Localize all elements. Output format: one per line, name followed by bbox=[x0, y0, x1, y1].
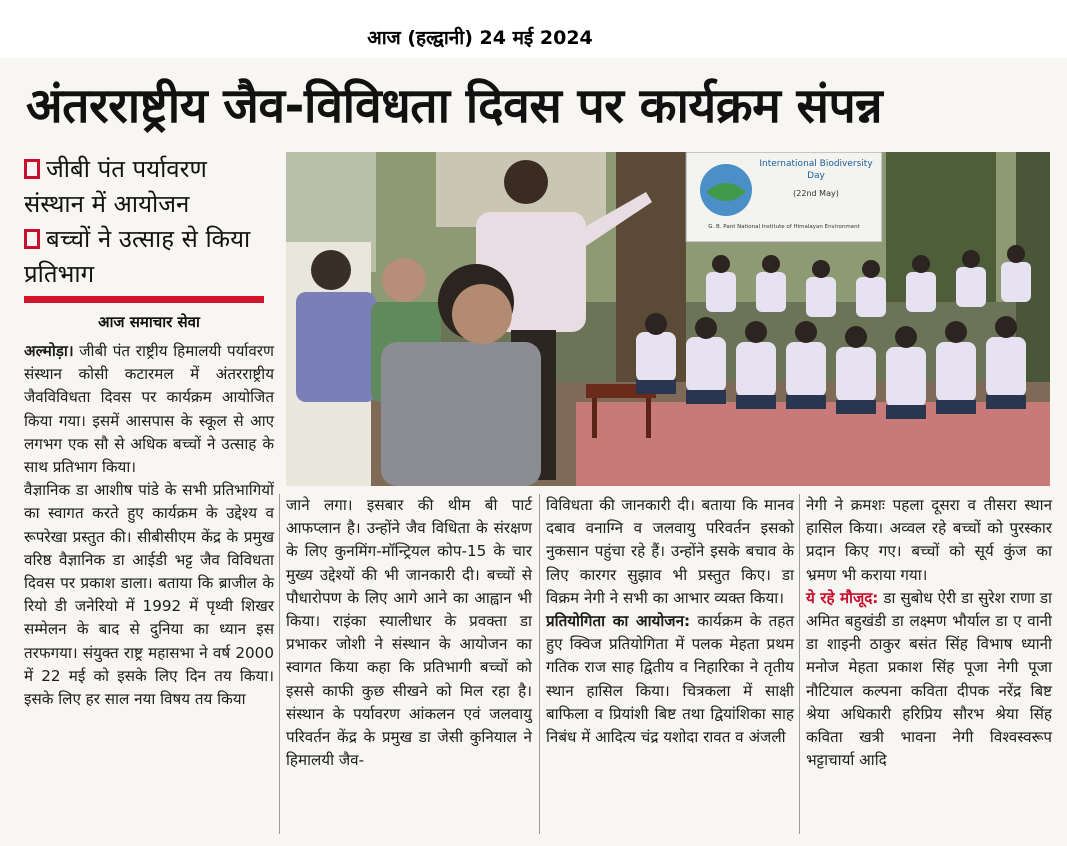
article-paragraph: नेगी ने क्रमशः पहला दूसरा व तीसरा स्थान हासिल किया। अव्वल रहे बच्चों को पुरस्कार प्रदान किए गए। बच्चों को सूर्य कुंज का भ्रमण भी कराया गया। bbox=[806, 496, 1052, 584]
article-column-1 bbox=[24, 340, 274, 711]
column-divider bbox=[279, 494, 280, 834]
source-dateline: आज (हल्द्वानी) 24 मई 2024 bbox=[367, 27, 593, 49]
dateline-place: अल्मोड़ा। bbox=[24, 342, 74, 360]
banner-title-line1: International Biodiversity bbox=[759, 159, 873, 169]
article-column-2 bbox=[286, 494, 532, 772]
event-photo bbox=[286, 152, 1050, 486]
highlight-item bbox=[24, 222, 274, 292]
highlight-item bbox=[24, 152, 274, 222]
banner-date: (22nd May) bbox=[793, 189, 839, 198]
article-paragraph: जाने लगा। इसबार की थीम बी पार्ट आफप्लान है। उन्होंने जैव विधिता के संरक्षण के लिए कुनमिंग-मॉन्ट्रियल कोप-15 के चार मुख्य उद्देश्यों की भी जानकारी दी। बच्चों से पौधारोपण के लिए आगे आने का आह्वान भी किया। राइंका स्यालीधार के प्रवक्ता डा प्रभाकर जोशी ने संस्थान के आयोजन का स्वागत किया कहा कि प्रतिभागी बच्चों को इससे काफी कुछ सीखने को मिल रहा है। संस्थान के पर्यावरण आंकलन एवं जलवायु परिवर्तन केंद्र के प्रमुख डा जेसी कुनियाल ने हिमालयी जैव- bbox=[286, 496, 532, 770]
column-divider bbox=[799, 494, 800, 834]
subhead-attendees: ये रहे मौजूद: bbox=[806, 588, 879, 607]
subhead-competition: प्रतियोगिता का आयोजन: bbox=[546, 612, 691, 631]
banner-title-line2: Day bbox=[807, 171, 825, 181]
bullet-box-icon bbox=[24, 229, 40, 249]
banner-institute: G. B. Pant National Institute of Himalayan Environment bbox=[708, 224, 860, 230]
article-paragraph bbox=[806, 587, 1052, 773]
bullet-box-icon bbox=[24, 159, 40, 179]
paragraph-text: जीबी पंत राष्ट्रीय हिमालयी पर्यावरण संस्थान कोसी कटारमल में अंतरराष्ट्रीय जैवविविधता दिवस पर कार्यक्रम आयोजित किया गया। इसमें आसपास के स्कूल से आए लगभग एक सौ से अधिक बच्चों ने उत्साह के साथ प्रतिभाग किया। bbox=[24, 342, 274, 477]
column-divider bbox=[539, 494, 540, 834]
paragraph-text: डा सुबोध ऐरी डा सुरेश राणा डा अमित बहुखंडी डा लक्ष्मण भौर्याल डा ए वानी डा शाइनी ठाकुर बसंत सिंह विभाष ध्यानी मनोज मेहता प्रकाश सिंह पूजा नेगी पूजा नौटियाल कल्पना कविता दीपक नरेंद्र बिष्ट श्रेया अधिकारी हरिप्रिय सौरभ श्रेया सिंह कविता खत्री भावना नेगी विश्वस्वरूप भट्टाचार्या आदि bbox=[806, 588, 1052, 770]
article-paragraph: वैज्ञानिक डा आशीष पांडे के सभी प्रतिभागियों का स्वागत करते हुए कार्यक्रम के उद्देश्य व रूपरेखा प्रस्तुत की। सीबीसीएम केंद्र के प्रमुख वरिष्ठ वैज्ञानिक डा आईडी भट्ट जैव विविधता दिवस पर प्रकाश डाला। बताया कि ब्राजील के रियो डी जनेरियो में 1992 में पृथ्वी शिखर सम्मेलन के बाद से दुनिया का ध्यान इस तरफगया। संयुक्त राष्ट्र महासभा ने वर्ष 2000 में 22 मई को इसके लिए दिन तय किया। इसके लिए हर साल नया विषय तय किया bbox=[24, 481, 274, 709]
paragraph-text: कार्यक्रम के तहत हुए क्विज प्रतियोगिता में पलक मेहता प्रथम गतिक राज साह द्वितीय व निहारिका ने तृतीय स्थान हासिल किया। चित्रकला में साक्षी बाफिला व प्रियांशी बिष्ट तथा द्वियांशिका साह निबंध में आदित्य चंद्र यशोदा रावत व अंजली bbox=[546, 612, 794, 747]
highlight-text: जीबी पंत पर्यावरण संस्थान में आयोजन bbox=[24, 155, 207, 218]
article-paragraph bbox=[24, 340, 274, 479]
highlight-text: बच्चों ने उत्साह से किया प्रतिभाग bbox=[24, 225, 251, 288]
article-column-4 bbox=[806, 494, 1052, 772]
article-column-3 bbox=[546, 494, 794, 749]
divider-rule bbox=[24, 296, 264, 303]
byline: आज समाचार सेवा bbox=[98, 313, 200, 331]
headline: अंतरराष्ट्रीय जैव-विविधता दिवस पर कार्यक्रम संपन्न bbox=[26, 78, 883, 134]
article-paragraph bbox=[546, 610, 794, 749]
highlights-box bbox=[24, 152, 274, 292]
article-paragraph: विविधता की जानकारी दी। बताया कि मानव दबाव वनाग्नि व जलवायु परिवर्तन इसको नुकसान पहुंचा रहे हैं। उन्होंने इसके बचाव के लिए कारगर सुझाव भी प्रस्तुत किए। डा विक्रम नेगी ने सभी का आभार व्यक्त किया। bbox=[546, 496, 794, 607]
